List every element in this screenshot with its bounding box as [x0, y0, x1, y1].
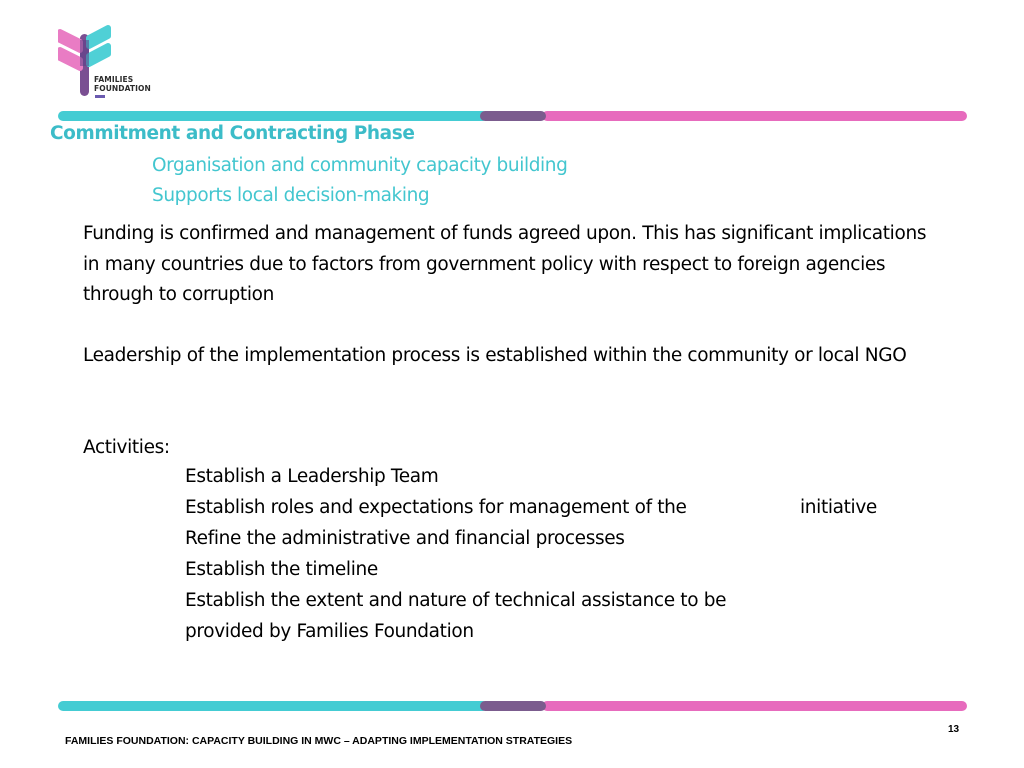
paragraph-leadership: Leadership of the implementation process is established within the community or local NGO: [83, 345, 907, 366]
activity-item: Establish a Leadership Team: [185, 466, 439, 487]
logo-text-line2: FOUNDATION: [94, 84, 151, 93]
bar-teal-segment: [58, 701, 488, 711]
bar-pink-segment: [542, 111, 967, 121]
subtitle-local-decision-making: Supports local decision-making: [152, 185, 430, 206]
logo-wordmark: [94, 75, 151, 93]
logo-text-line1: FAMILIES: [94, 75, 134, 84]
bottom-divider-bar: [58, 701, 967, 711]
paragraph-funding: Funding is confirmed and management of funds agreed upon. This has significant implications in many countries due to factors from government policy with respect to foreign agencies through to corruption: [83, 223, 927, 306]
top-divider-bar: [58, 111, 967, 121]
activity-item: Establish the timeline: [185, 559, 378, 580]
activity-item: Establish the extent and nature of technical assistance to be: [185, 590, 727, 611]
phase-title: Commitment and Contracting Phase: [50, 123, 415, 144]
activity-item: Establish roles and expectations for management of the: [185, 497, 687, 518]
activities-label: Activities:: [83, 437, 170, 458]
activity-item: Refine the administrative and financial processes: [185, 528, 625, 549]
footer-title: FAMILIES FOUNDATION: CAPACITY BUILDING IN MWC – ADAPTING IMPLEMENTATION STRATEGIES: [65, 735, 573, 747]
activity-item-continuation: initiative: [800, 497, 877, 518]
bar-purple-segment: [480, 701, 546, 711]
bar-pink-segment: [542, 701, 967, 711]
subtitle-capacity-building: Organisation and community capacity building: [152, 155, 568, 176]
activity-item-continuation: provided by Families Foundation: [185, 621, 474, 642]
bar-purple-segment: [480, 111, 546, 121]
families-foundation-logo: [58, 24, 168, 100]
page-number: 13: [948, 724, 960, 735]
logo-flag-icon: [95, 95, 105, 98]
bar-teal-segment: [58, 111, 488, 121]
